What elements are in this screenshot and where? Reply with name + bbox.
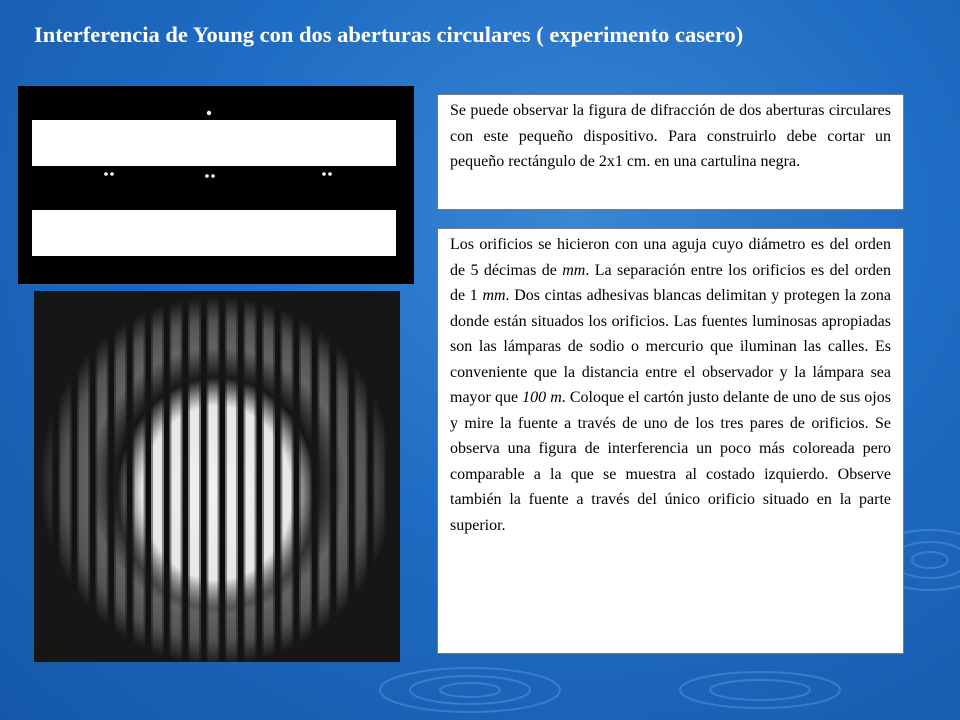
slide-title: Interferencia de Young con dos aberturas circulares ( experimento casero) bbox=[34, 22, 744, 47]
lower-tape-strip bbox=[32, 210, 396, 256]
instructions-text-3: . Dos cintas adhesivas blancas delimitan y protegen la zona donde están situados los orificios. Las fuentes luminosas apropiadas son las lámparas de sodio o mercurio que iluminan las calles. Es conveniente que la distancia entre el observador y la lámpara sea mayor que bbox=[450, 287, 891, 406]
upper-tape-strip bbox=[32, 120, 396, 166]
instructions-text-1: Los orificios se hicieron con una aguja cuyo diámetro es del orden de 5 décimas de bbox=[450, 236, 891, 279]
intro-paragraph: Se puede observar la figura de difracción de dos aberturas circulares con este pequeño dispositivo. Para construirlo debe cortar un pequeño rectángulo de 2x1 cm. en una cartulina negra. bbox=[450, 102, 891, 170]
instructions-text-4: . Coloque el cartón justo delante de uno de sus ojos y mire la fuente a través de uno de los tres pares de orificios. Se observa una figura de interferencia un poco más coloreada pero comparable a la que se muestra al costado izquierdo. Observe también la fuente a través del único orificio situado en la parte superior. bbox=[450, 389, 891, 534]
instructions-text-box bbox=[437, 228, 904, 654]
unit-mm-2: mm bbox=[482, 287, 506, 304]
unit-mm-1: mm bbox=[562, 261, 586, 279]
double-aperture-mask-image bbox=[18, 86, 414, 284]
interference-pattern-image bbox=[34, 291, 400, 662]
instructions-text-2: . La separación entre los orificios es del orden de 1 bbox=[450, 261, 892, 304]
intro-text-box bbox=[437, 94, 904, 210]
distance-value: 100 m bbox=[522, 389, 562, 406]
